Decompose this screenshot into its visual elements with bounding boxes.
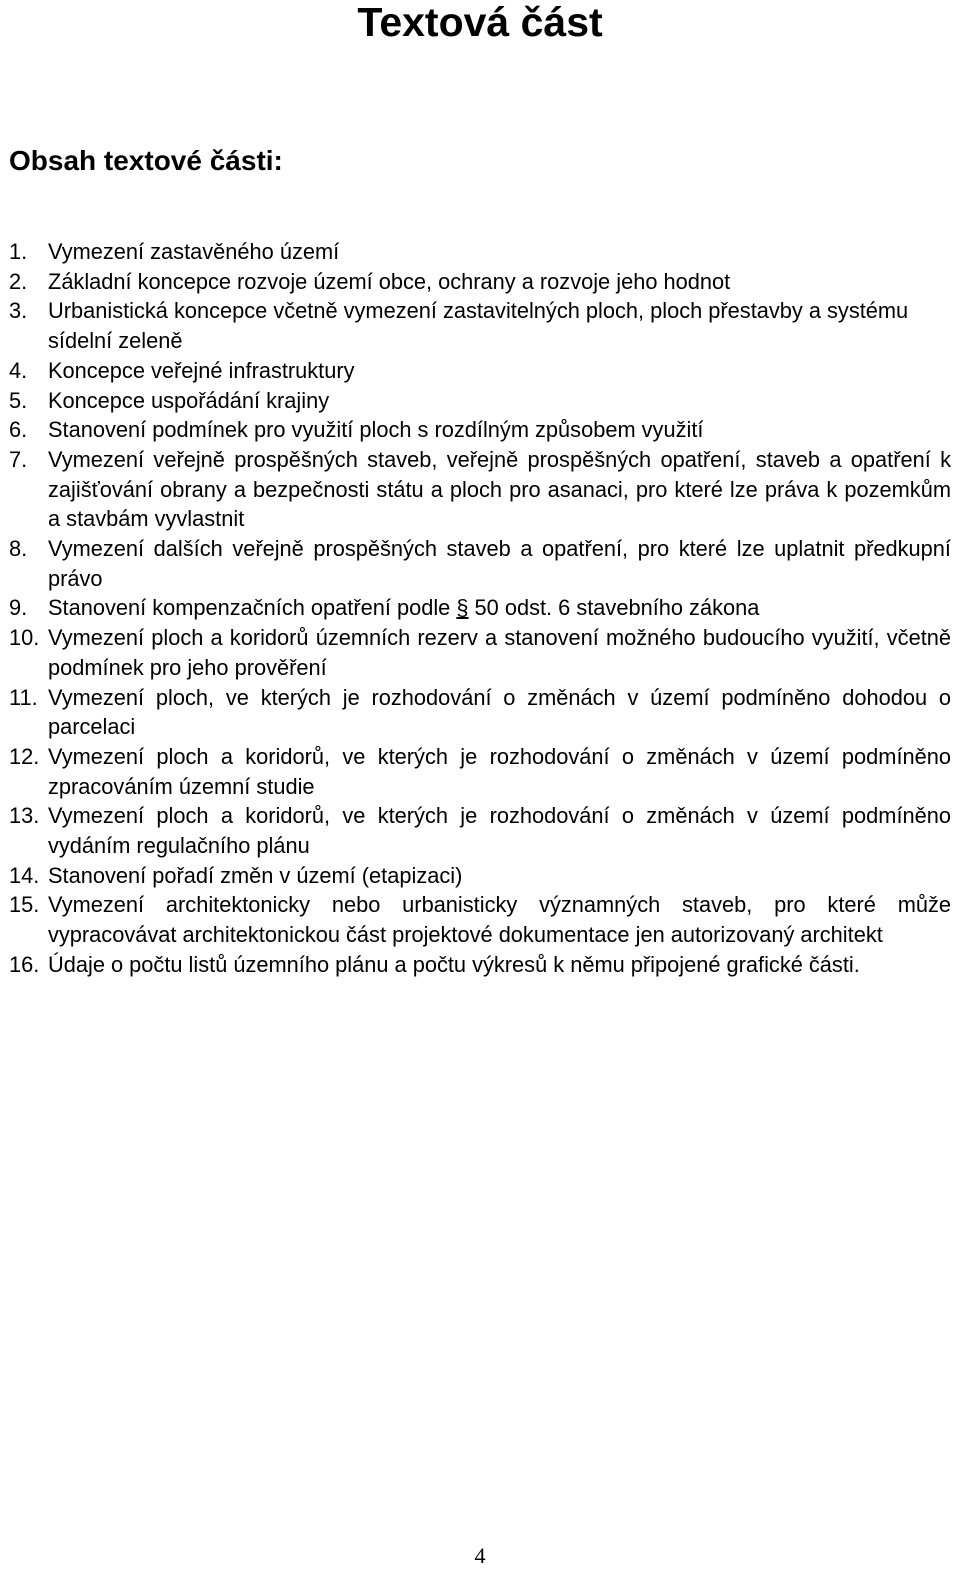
toc-item-number: 5. [9,387,28,413]
toc-item-3 [9,296,951,355]
toc-item-12 [9,742,951,801]
toc-item-number: 8. [9,536,28,562]
toc-item-text: Vymezení ploch a koridorů, ve kterých je rozhodování o změnách v území podmíněno zpracováním územní studie [48,743,951,799]
toc-item-text: Vymezení ploch a koridorů, ve kterých je rozhodování o změnách v území podmíněno vydáním regulačního plánu [48,803,951,859]
toc-item-8 [9,534,951,593]
toc-item-text: Vymezení architektonicky nebo urbanisticky významných staveb, pro které může vypracovávat architektonickou část projektové dokumentace jen autorizovaný architekt [48,892,951,948]
toc-item-number: 11. [9,684,38,710]
toc-item-text: Údaje o počtu listů územního plánu a počtu výkresů k němu připojené grafické části. [48,951,860,977]
toc-item-16 [9,950,951,980]
toc-item-5 [9,386,951,416]
toc-item-2 [9,267,951,297]
toc-item-15 [9,890,951,949]
toc-item-number: 15. [9,892,40,918]
toc-item-7 [9,445,951,534]
toc-item-number: 12. [9,743,40,769]
toc-list [9,237,951,980]
toc-item-number: 3. [9,298,28,324]
toc-item-number: 4. [9,357,28,383]
toc-item-text: Stanovení pořadí změn v území (etapizaci) [48,862,463,888]
toc-item-number: 14. [9,862,40,888]
toc-item-number: 16. [9,951,40,977]
toc-item-text: Koncepce uspořádání krajiny [48,387,330,413]
toc-heading: Obsah textové části: [9,145,283,176]
toc-item-11 [9,683,951,742]
page-number: 4 [474,1543,486,1568]
toc-item-14 [9,861,951,891]
toc-item-number: 1. [9,239,28,264]
toc-item-4 [9,356,951,386]
page-title: Textová část [357,0,603,45]
toc-item-number: 6. [9,417,28,443]
toc-item-number: 7. [9,446,28,472]
toc-item-6 [9,415,951,445]
toc-item-number: 13. [9,803,40,829]
toc-item-13 [9,801,951,860]
toc-item-number: 9. [9,595,28,621]
toc-item-number: 2. [9,268,28,294]
toc-item-text: Vymezení ploch, ve kterých je rozhodování o změnách v území podmíněno dohodou o parcelaci [48,684,951,740]
section-sign: § [456,595,469,621]
toc-item-10 [9,623,951,682]
toc-item-text: Koncepce veřejné infrastruktury [48,357,355,383]
toc-item-text: Vymezení dalších veřejně prospěšných staveb a opatření, pro které lze uplatnit předkupní právo [48,536,951,591]
toc-item-text [48,593,951,623]
toc-item-text: Urbanistická koncepce včetně vymezení zastavitelných ploch, ploch přestavby a systému sídelní zeleně [48,298,909,354]
toc-item-text: Základní koncepce rozvoje území obce, ochrany a rozvoje jeho hodnot [48,268,731,294]
toc-item-text: Stanovení podmínek pro využití ploch s rozdílným způsobem využití [48,417,704,443]
toc-item-text-after: 50 odst. 6 stavebního zákona [468,595,760,621]
toc-item-text: Vymezení veřejně prospěšných staveb, veřejně prospěšných opatření, staveb a opatření k zajišťování obrany a bezpečnosti státu a ploch pro asanaci, pro které lze práva k pozemkům a stavbám vyvlastnit [48,446,951,532]
toc-item-text-before: Stanovení kompenzačních opatření podle [48,595,457,621]
toc-item-text: Vymezení ploch a koridorů územních rezerv a stanovení možného budoucího využití, včetně podmínek pro jeho prověření [48,625,951,680]
toc-item-text: Vymezení zastavěného území [48,239,340,264]
toc-item-9 [9,593,951,623]
toc-item-number: 10. [9,625,40,651]
toc-item-1 [9,237,951,267]
